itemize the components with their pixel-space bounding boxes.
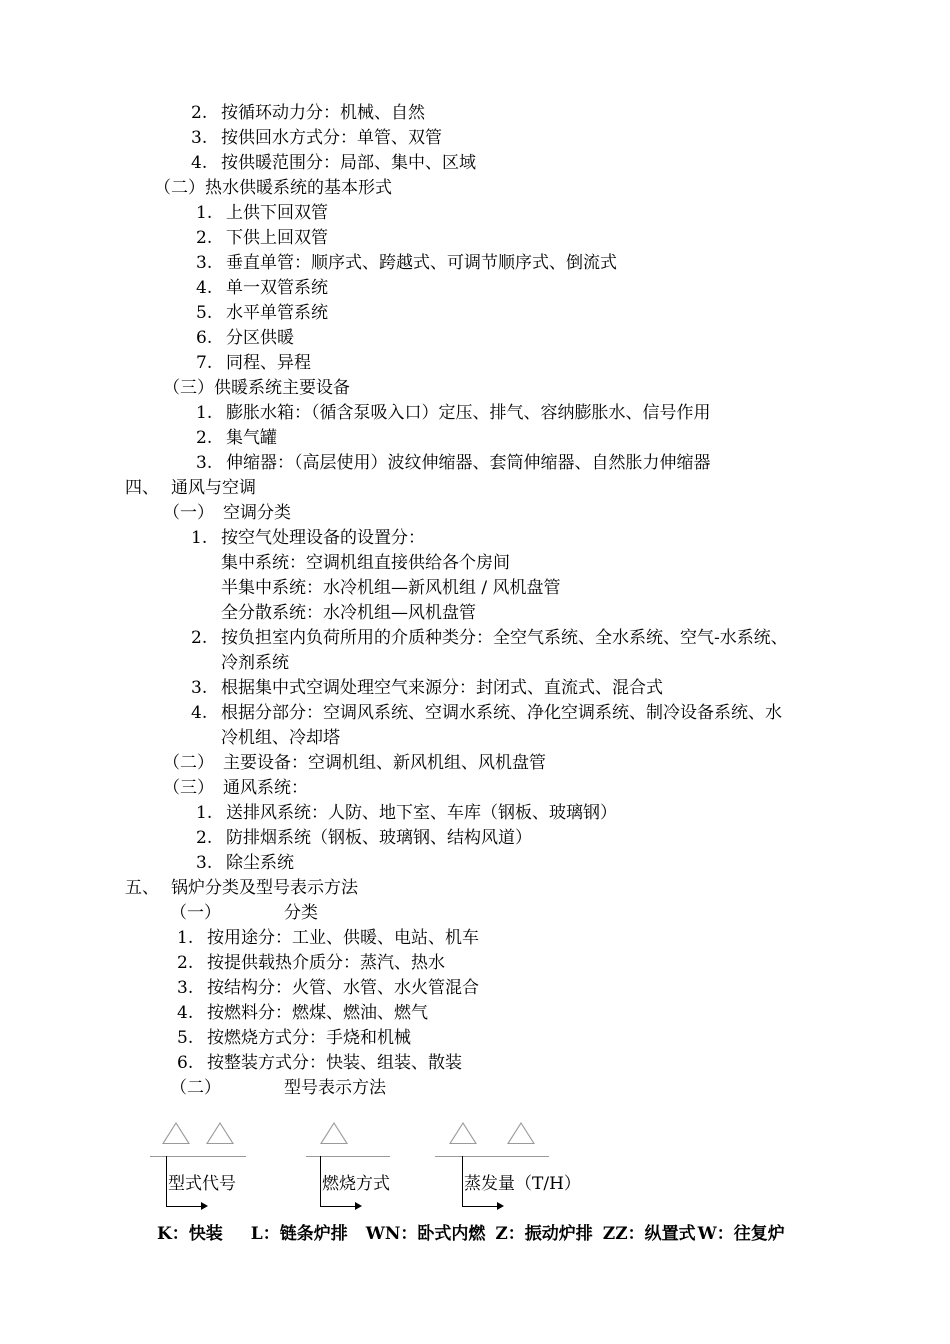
heading-text: 锅炉分类及型号表示方法 (171, 878, 358, 898)
heading-text: 主要设备：空调机组、新风机组、风机盘管 (223, 753, 546, 773)
diagram-label: 燃烧方式 (322, 1174, 390, 1194)
item-text: 下供上回双管 (226, 228, 328, 248)
list-item (191, 101, 425, 125)
item-number: 3. (196, 853, 213, 873)
item-number: 4. (196, 278, 213, 298)
list-item (196, 351, 311, 375)
chapter-number: 四、 (125, 478, 159, 498)
item-text: 按负担室内负荷所用的介质种类分：全空气系统、全水系统、空气-水系统、 (221, 628, 788, 648)
legend-item: W：往复炉 (697, 1224, 785, 1244)
item-number: 4. (191, 153, 208, 173)
list-item (221, 601, 476, 625)
item-text: 按提供载热介质分：蒸汽、热水 (207, 953, 445, 973)
item-number: 3. (196, 453, 213, 473)
list-item (196, 301, 328, 325)
item-text: 根据分部分：空调风系统、空调水系统、净化空调系统、制冷设备系统、水 (221, 703, 782, 723)
heading-text: （三）供暖系统主要设备 (163, 378, 350, 398)
item-text: 按循环动力分：机械、自然 (221, 103, 425, 123)
section-heading (170, 1076, 386, 1100)
list-item (196, 276, 328, 300)
list-item (191, 526, 425, 550)
section-number: （一） (163, 503, 214, 523)
list-item (191, 126, 442, 150)
item-text: 除尘系统 (226, 853, 294, 873)
section-number: （一） (170, 903, 221, 923)
list-item (177, 926, 479, 950)
item-text: 冷机组、冷却塔 (221, 728, 340, 748)
item-number: 1. (196, 403, 213, 423)
list-item (196, 826, 532, 850)
item-text: 单一双管系统 (226, 278, 328, 298)
heading-text: （二）热水供暖系统的基本形式 (154, 178, 392, 198)
section-heading (163, 776, 308, 800)
list-item (221, 551, 510, 575)
connector-line (320, 1156, 321, 1207)
arrow-right-icon (462, 1206, 498, 1207)
item-text: 按空气处理设备的设置分： (221, 528, 425, 548)
diagram-label: 型式代号 (168, 1174, 236, 1194)
list-item (196, 801, 617, 825)
item-number: 2. (196, 828, 213, 848)
chapter-heading (125, 476, 256, 500)
section-heading (163, 751, 546, 775)
item-text: 伸缩器：（高层使用）波纹伸缩器、套筒伸缩器、自然胀力伸缩器 (226, 453, 711, 473)
list-item (196, 401, 711, 425)
legend-item: Z：振动炉排 (495, 1224, 593, 1244)
list-item (191, 151, 476, 175)
list-item (191, 626, 788, 650)
list-item (177, 1026, 411, 1050)
item-text: 水平单管系统 (226, 303, 328, 323)
list-item (221, 726, 340, 750)
item-number: 3. (191, 678, 208, 698)
item-number: 2. (191, 628, 208, 648)
placeholder-triangle-icon (449, 1122, 477, 1144)
item-number: 1. (196, 803, 213, 823)
item-text: 冷剂系统 (221, 653, 289, 673)
section-number: （二） (170, 1078, 221, 1098)
heading-text: 通风系统： (223, 778, 308, 798)
section-number: （二） (163, 753, 214, 773)
item-text: 全分散系统：水冷机组—风机盘管 (221, 603, 476, 623)
list-item (196, 326, 294, 350)
item-text: 分区供暖 (226, 328, 294, 348)
list-item (196, 251, 617, 275)
list-item (221, 651, 289, 675)
item-number: 2. (191, 103, 208, 123)
chapter-number: 五、 (125, 878, 159, 898)
list-item (191, 676, 663, 700)
section-heading (163, 376, 350, 400)
item-number: 3. (196, 253, 213, 273)
item-number: 1. (177, 928, 194, 948)
item-text: 上供下回双管 (226, 203, 328, 223)
list-item (196, 201, 328, 225)
item-number: 4. (177, 1003, 194, 1023)
list-item (196, 426, 277, 450)
item-number: 2. (196, 228, 213, 248)
item-number: 4. (191, 703, 208, 723)
legend-item: K：快装 (157, 1224, 223, 1244)
arrow-right-icon (166, 1206, 202, 1207)
section-heading (154, 176, 392, 200)
bracket-line (435, 1156, 549, 1157)
list-item (221, 576, 561, 600)
list-item (196, 851, 294, 875)
diagram-label: 蒸发量（T/H） (464, 1174, 581, 1194)
bracket-line (150, 1156, 246, 1157)
item-number: 3. (177, 978, 194, 998)
item-number: 7. (196, 353, 213, 373)
item-text: 膨胀水箱：（循含泵吸入口）定压、排气、容纳膨胀水、信号作用 (226, 403, 711, 423)
placeholder-triangle-icon (162, 1122, 190, 1144)
item-text: 同程、异程 (226, 353, 311, 373)
heading-text: 空调分类 (223, 503, 291, 523)
chapter-heading (125, 876, 358, 900)
item-number: 5. (196, 303, 213, 323)
list-item (177, 1001, 428, 1025)
placeholder-triangle-icon (320, 1122, 348, 1144)
arrow-right-icon (320, 1206, 356, 1207)
list-item (196, 451, 711, 475)
list-item (177, 951, 445, 975)
item-number: 6. (177, 1053, 194, 1073)
section-heading (163, 501, 291, 525)
item-number: 2. (177, 953, 194, 973)
item-number: 1. (196, 203, 213, 223)
bracket-line (306, 1156, 390, 1157)
heading-text: 通风与空调 (171, 478, 256, 498)
section-heading (170, 901, 318, 925)
connector-line (166, 1156, 167, 1207)
list-item (177, 976, 479, 1000)
item-text: 送排风系统：人防、地下室、车库（钢板、玻璃钢） (226, 803, 617, 823)
item-number: 2. (196, 428, 213, 448)
item-number: 6. (196, 328, 213, 348)
list-item (177, 1051, 462, 1075)
item-text: 防排烟系统（钢板、玻璃钢、结构风道） (226, 828, 532, 848)
item-text: 半集中系统：水冷机组—新风机组 / 风机盘管 (221, 578, 561, 598)
heading-text: 型号表示方法 (284, 1078, 386, 1098)
item-number: 5. (177, 1028, 194, 1048)
item-text: 按供暖范围分：局部、集中、区域 (221, 153, 476, 173)
item-text: 集气罐 (226, 428, 277, 448)
item-text: 按整装方式分：快装、组装、散装 (207, 1053, 462, 1073)
placeholder-triangle-icon (507, 1122, 535, 1144)
item-text: 按结构分：火管、水管、水火管混合 (207, 978, 479, 998)
boiler-code-legend (157, 1222, 785, 1246)
legend-item: ZZ：纵置式 (602, 1224, 696, 1244)
item-text: 按燃烧方式分：手烧和机械 (207, 1028, 411, 1048)
list-item (196, 226, 328, 250)
item-text: 根据集中式空调处理空气来源分：封闭式、直流式、混合式 (221, 678, 663, 698)
item-text: 按供回水方式分：单管、双管 (221, 128, 442, 148)
item-number: 3. (191, 128, 208, 148)
legend-item: WN：卧式内燃 (365, 1224, 486, 1244)
item-text: 按用途分：工业、供暖、电站、机车 (207, 928, 479, 948)
item-text: 集中系统：空调机组直接供给各个房间 (221, 553, 510, 573)
item-text: 按燃料分：燃煤、燃油、燃气 (207, 1003, 428, 1023)
legend-item: L：链条炉排 (250, 1224, 348, 1244)
section-number: （三） (163, 778, 214, 798)
heading-text: 分类 (284, 903, 318, 923)
placeholder-triangle-icon (206, 1122, 234, 1144)
item-number: 1. (191, 528, 208, 548)
list-item (191, 701, 782, 725)
connector-line (462, 1156, 463, 1207)
item-text: 垂直单管：顺序式、跨越式、可调节顺序式、倒流式 (226, 253, 617, 273)
